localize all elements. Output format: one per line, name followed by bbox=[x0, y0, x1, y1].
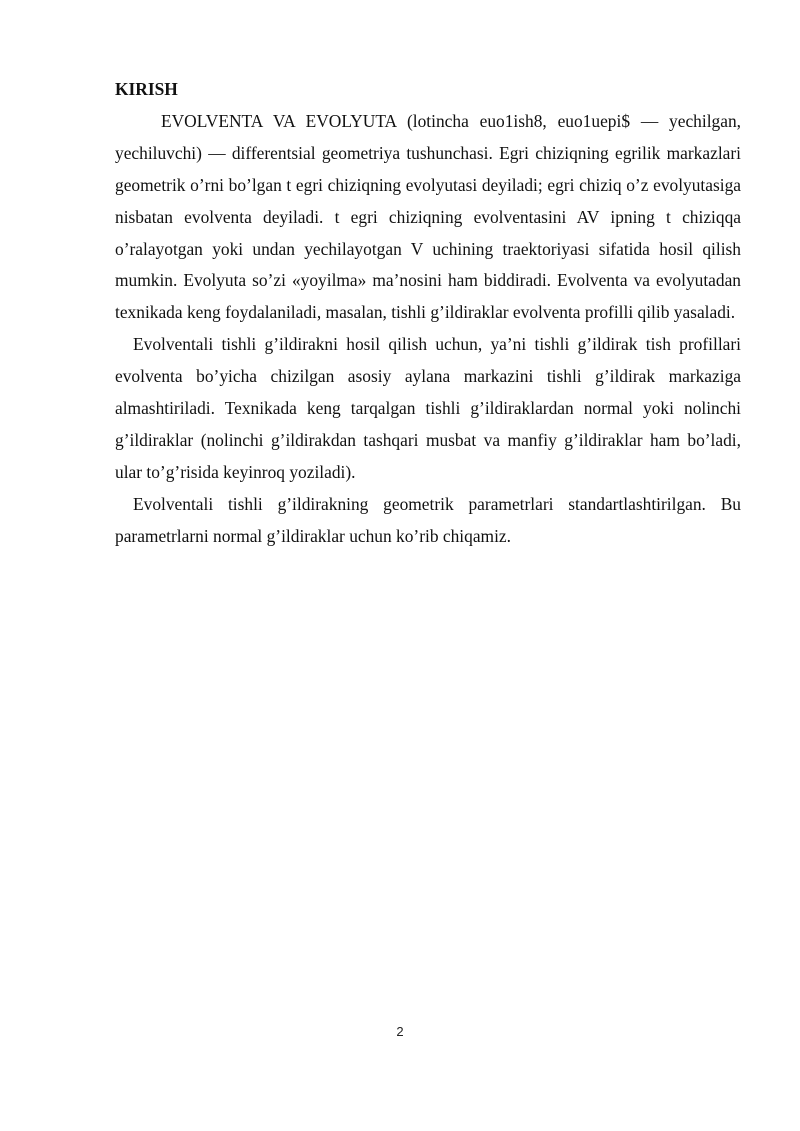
paragraph-intro: EVOLVENTA VA EVOLYUTA (lotincha euo1ish8, euo1uepi$ — yechilgan, yechiluvchi) — differentsial geometriya tushunchasi. Egri chiziqning egrilik markazlari geometrik o’rni bo’lgan t egri chiziqning evolyutasi deyiladi; egri chiziq o’z evolyutasiga nisbatan evolventa deyiladi. t egri chiziqning evolventasini AV ipning t chiziqqa o’ralayotgan yoki undan yechilayotgan V uchining traektoriyasi sifatida hosil qilish mumkin. Evolyuta so’zi «yoyilma» ma’nosini ham biddiradi. Evolventa va evolyutadan texnikada keng foydalaniladi, masalan, tishli g’ildiraklar evolventa profilli qilib yasaladi. bbox=[115, 110, 741, 323]
paragraph-gear-formation: Evolventali tishli g’ildirakni hosil qilish uchun, ya’ni tishli g’ildirak tish profillari evolventa bo’yicha chizilgan asosiy aylana markazini tishli g’ildirak markaziga almashtiriladi. Texnikada keng tarqalgan tishli g’ildiraklardan normal yoki nolinchi g’ildiraklar (nolinchi g’ildirakdan tashqari musbat va manfiy g’ildiraklar ham bo’ladi, ular to’g’risida keyinroq yoziladi). bbox=[115, 334, 741, 482]
page-number: 2 bbox=[396, 1024, 404, 1039]
document-body bbox=[115, 74, 741, 553]
section-heading: KIRISH bbox=[115, 79, 178, 99]
paragraph-parameters: Evolventali tishli g’ildirakning geometrik parametrlari standartlashtirilgan. Bu parametrlarni normal g’ildiraklar uchun ko’rib chiqamiz. bbox=[115, 493, 741, 546]
